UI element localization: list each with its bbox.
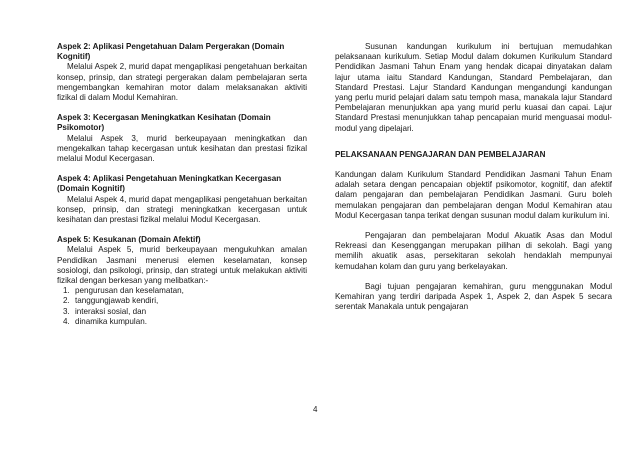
left-column	[57, 42, 307, 327]
aspek-5-body: Melalui Aspek 5, murid berkeupayaan mengukuhkan amalan Pendidikan Jasmani menerusi elemen keselamatan, konsep sosiologi, dan psikologi, prinsip, dan strategi untuk melakukan aktiviti fizikal dengan berkesan yang melibatkan:-	[57, 245, 307, 286]
right-column	[335, 42, 612, 312]
list-item	[63, 286, 307, 296]
list-item-text: tanggungjawab kendiri,	[75, 296, 159, 306]
list-item-number: 3.	[63, 306, 70, 316]
kemahiran-paragraph: Bagi tujuan pengajaran kemahiran, guru menggunakan Modul Kemahiran yang terdiri daripada Aspek 1, Aspek 2, dan Aspek 5 secara serentak Manakala untuk pengajaran	[335, 281, 612, 312]
list-item	[63, 317, 307, 327]
aspek-2-body: Melalui Aspek 2, murid dapat mengaplikasi pengetahuan berkaitan konsep, prinsip, dan strategi pergerakan dalam pembelajaran serta mengembangkan kemahiran motor dalam melaksanakan aktiviti fizikal di dalam Modul Kemahiran.	[57, 62, 307, 103]
aspek-4-heading: Aspek 4: Aplikasi Pengetahuan Meningkatkan Kecergasan (Domain Kognitif)	[57, 174, 282, 194]
kandungan-paragraph: Kandungan dalam Kurikulum Standard Pendidikan Jasmani Tahun Enam adalah setara dengan pencapaian objektif psikomotor, kognitif, dan afektif dalam pengajaran dan pembelajaran Pendidikan Jasmani. Guru boleh memulakan pengajaran dan pembelajaran dengan Modul Kemahiran atau Modul Kecergasan tanpa terikat dengan susunan modul dalam kurikulum ini.	[335, 170, 612, 220]
aspek-3-body: Melalui Aspek 3, murid berkeupayaan meningkatkan dan mengekalkan tahap kecergasan untuk kesihatan dan prestasi fizikal melalui Modul Kecergasan.	[57, 133, 307, 164]
list-item-text: dinamika kumpulan.	[75, 316, 147, 326]
aspek-4-body: Melalui Aspek 4, murid dapat mengaplikasi pengetahuan berkaitan konsep, prinsip, dan strategi meningkatkan kecergasan untuk kesihatan dan prestasi fizikal melalui Modul Kecergasan.	[57, 194, 307, 225]
list-item-number: 1.	[63, 286, 70, 296]
list-item-number: 4.	[63, 316, 70, 326]
susunan-paragraph: Susunan kandungan kurikulum ini bertujuan memudahkan pelaksanaan kurikulum. Setiap Modul dalam dokumen Kurikulum Standard Pendidikan Jasmani Tahun Enam yang hendak dicapai dinyatakan dalam lajur utama iaitu Standard Kandungan, Standard Pembelajaran, dan Standard Prestasi. Lajur Standard Kandungan mengandungi kandungan yang perlu murid pelajari dalam satu tempoh masa, manakala lajur Standard Pembelajaran menunjukkan apa yang murid perlu kuasai dan capai. Lajur Standard Prestasi menunjukkan tahap pencapaian murid menguasai modul-modul yang dipelajari.	[335, 42, 612, 133]
page-number: 4	[313, 405, 318, 414]
list-item-text: interaksi sosial, dan	[75, 306, 147, 316]
aspek-2-heading: Aspek 2: Aplikasi Pengetahuan Dalam Pergerakan (Domain Kognitif)	[57, 42, 285, 62]
aspek-5-heading: Aspek 5: Kesukanan (Domain Afektif)	[57, 235, 201, 245]
list-item	[63, 307, 307, 317]
list-item-number: 2.	[63, 296, 70, 306]
section-heading: PELAKSANAAN PENGAJARAN DAN PEMBELAJARAN	[335, 149, 546, 159]
aspek-3-heading: Aspek 3: Kecergasan Meningkatkan Kesihatan (Domain Psikomotor)	[57, 113, 271, 133]
list-item	[63, 296, 307, 306]
aspek-5-list	[63, 286, 307, 327]
pengajaran-paragraph: Pengajaran dan pembelajaran Modul Akuatik Asas dan Modul Rekreasi dan Kesenggangan merupakan pilihan di sekolah. Bagi yang memilih akuatik asas, persekitaran sekolah hendaklah mempunyai kemudahan kolam dan guru yang berkelayakan.	[335, 231, 612, 271]
list-item-text: pengurusan dan keselamatan,	[75, 286, 184, 296]
